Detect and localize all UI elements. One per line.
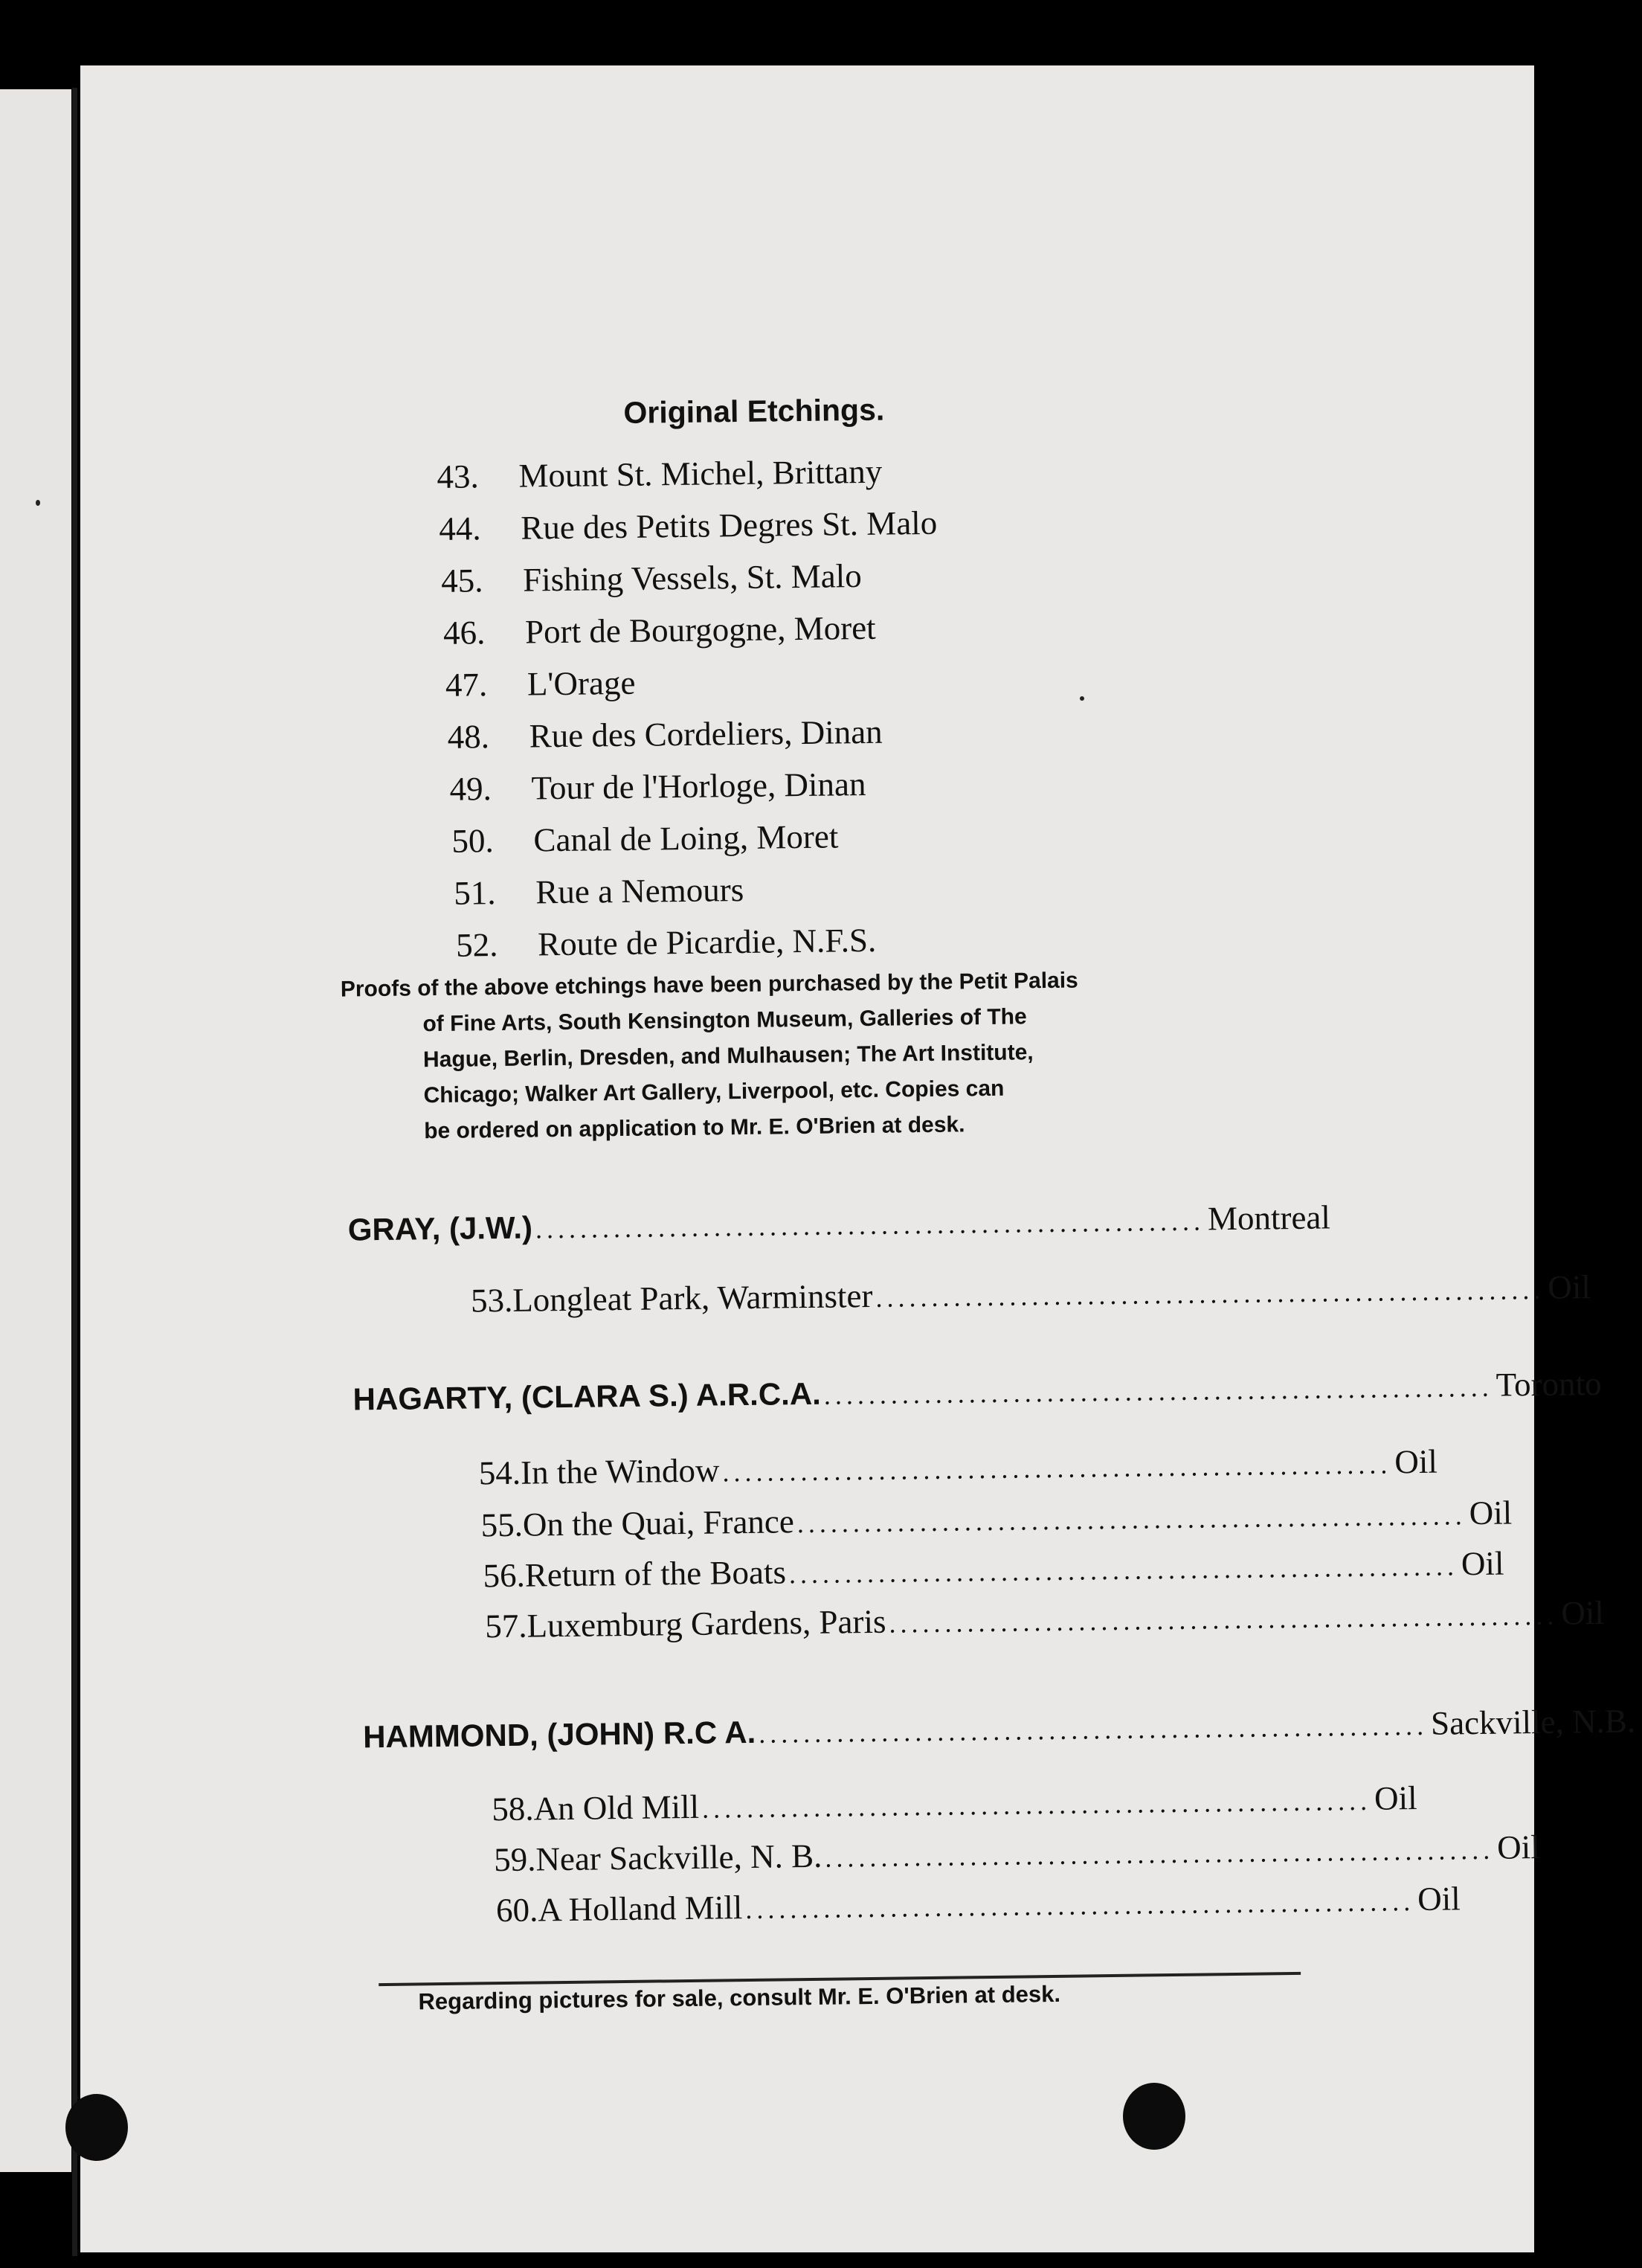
item-title: On the Quai, France [522, 1503, 795, 1543]
item-number: 59. [493, 1840, 536, 1879]
item-medium: Oil [1461, 1544, 1504, 1583]
etching-item [447, 713, 883, 764]
item-title: A Holland Mill [537, 1889, 743, 1929]
artist-name: HAMMOND, (JOHN) R.C A. [362, 1714, 756, 1755]
item-number: 44. [439, 510, 481, 547]
item-title: In the Window [520, 1451, 720, 1491]
leader-dots: ............................................................ [889, 1600, 1559, 1639]
item-title: Mount St. Michel, Brittany [518, 452, 883, 495]
leader-dots: ............................................................ [701, 1785, 1372, 1824]
leader-dots: ............................................................ [825, 1834, 1495, 1873]
item-title: Longleat Park, Warminster [512, 1276, 873, 1319]
artist-name: GRAY, (J.W.) [347, 1210, 533, 1247]
artist-city: Toronto [1495, 1364, 1602, 1404]
item-title: Port de Bourgogne, Moret [524, 608, 876, 651]
work-item [478, 1442, 1438, 1500]
leader-dots: ............................................................ [875, 1274, 1545, 1313]
etching-item [454, 870, 744, 920]
item-number: 43. [437, 457, 480, 495]
item-number: 48. [447, 718, 490, 756]
etching-item [449, 765, 866, 816]
work-item [485, 1593, 1605, 1653]
proofs-note [341, 960, 1265, 1150]
item-title: Luxemburg Gardens, Paris [527, 1602, 886, 1645]
leader-dots: ............................................................ [823, 1372, 1493, 1410]
item-title: Canal de Loing, Moret [533, 817, 839, 859]
footer-note: Regarding pictures for sale, consult Mr. E. O'Brien at desk. [418, 1980, 1061, 2015]
item-medium: Oil [1394, 1442, 1438, 1481]
work-item [470, 1268, 1591, 1327]
leader-dots: ............................................................ [758, 1710, 1429, 1749]
item-medium: Oil [1561, 1593, 1605, 1632]
item-title: Rue des Petits Degres St. Malo [521, 504, 938, 547]
item-medium: Oil [1469, 1494, 1513, 1532]
item-number: 51. [454, 874, 496, 912]
artist-city: Sackville, N.B. [1430, 1702, 1636, 1742]
artist-name: HAGARTY, (CLARA S.) A.R.C.A. [352, 1375, 822, 1417]
etching-item [451, 817, 839, 867]
leader-dots: ............................................................ [788, 1551, 1459, 1590]
item-number: 60. [495, 1891, 538, 1930]
item-title: Tour de l'Horloge, Dinan [531, 765, 866, 807]
etching-item [445, 664, 636, 712]
item-title: Route de Picardie, N.F.S. [537, 921, 877, 963]
item-number: 52. [455, 926, 498, 964]
item-number: 55. [480, 1506, 524, 1544]
note-line: of Fine Arts, South Kensington Museum, Galleries of The [422, 1004, 1027, 1037]
artist-heading [347, 1198, 1331, 1257]
item-number: 49. [449, 770, 492, 808]
item-number: 47. [445, 666, 488, 704]
item-number: 57. [485, 1607, 527, 1645]
artist-heading [362, 1702, 1636, 1764]
note-line: be ordered on application to Mr. E. O'Brien at desk. [424, 1112, 965, 1144]
work-item [483, 1544, 1504, 1602]
etching-item [439, 504, 938, 556]
etching-item [441, 556, 862, 608]
item-number: 58. [492, 1790, 534, 1828]
work-item [480, 1494, 1513, 1552]
item-number: 56. [483, 1556, 526, 1595]
leader-dots: ............................................................ [745, 1886, 1415, 1925]
item-number: 45. [440, 562, 483, 600]
note-line: Hague, Berlin, Dresden, and Mulhausen; The Art Institute, [422, 1040, 1034, 1073]
item-number: 54. [478, 1453, 521, 1492]
etching-item [456, 921, 877, 972]
artist-heading [352, 1364, 1602, 1427]
item-number: 53. [470, 1281, 513, 1320]
work-item [495, 1880, 1461, 1937]
note-line: Chicago; Walker Art Gallery, Liverpool, etc. Copies can [423, 1076, 1005, 1108]
note-line: Proofs of the above etchings have been purchased by the Petit Palais [340, 968, 1078, 1002]
item-title: Return of the Boats [524, 1553, 787, 1594]
item-title: Rue des Cordeliers, Dinan [529, 713, 883, 755]
item-medium: Oil [1496, 1828, 1541, 1866]
etching-item [437, 452, 882, 504]
item-title: Near Sackville, N. B. [535, 1837, 822, 1878]
work-item [493, 1828, 1541, 1886]
artist-city: Montreal [1207, 1198, 1331, 1238]
leader-dots: ............................................................ [535, 1206, 1205, 1244]
item-title: An Old Mill [533, 1787, 700, 1828]
item-medium: Oil [1417, 1880, 1461, 1918]
etching-item [443, 608, 876, 660]
item-medium: Oil [1548, 1268, 1591, 1306]
leader-dots: ............................................................ [796, 1500, 1467, 1539]
item-title: Rue a Nemours [535, 870, 744, 911]
item-number: 50. [451, 822, 495, 860]
item-title: L'Orage [527, 664, 636, 703]
item-number: 46. [442, 614, 486, 652]
item-medium: Oil [1374, 1779, 1417, 1817]
item-title: Fishing Vessels, St. Malo [522, 557, 862, 599]
section-heading: Original Etchings. [623, 392, 885, 430]
work-item [492, 1779, 1417, 1836]
leader-dots: ............................................................ [722, 1449, 1392, 1488]
